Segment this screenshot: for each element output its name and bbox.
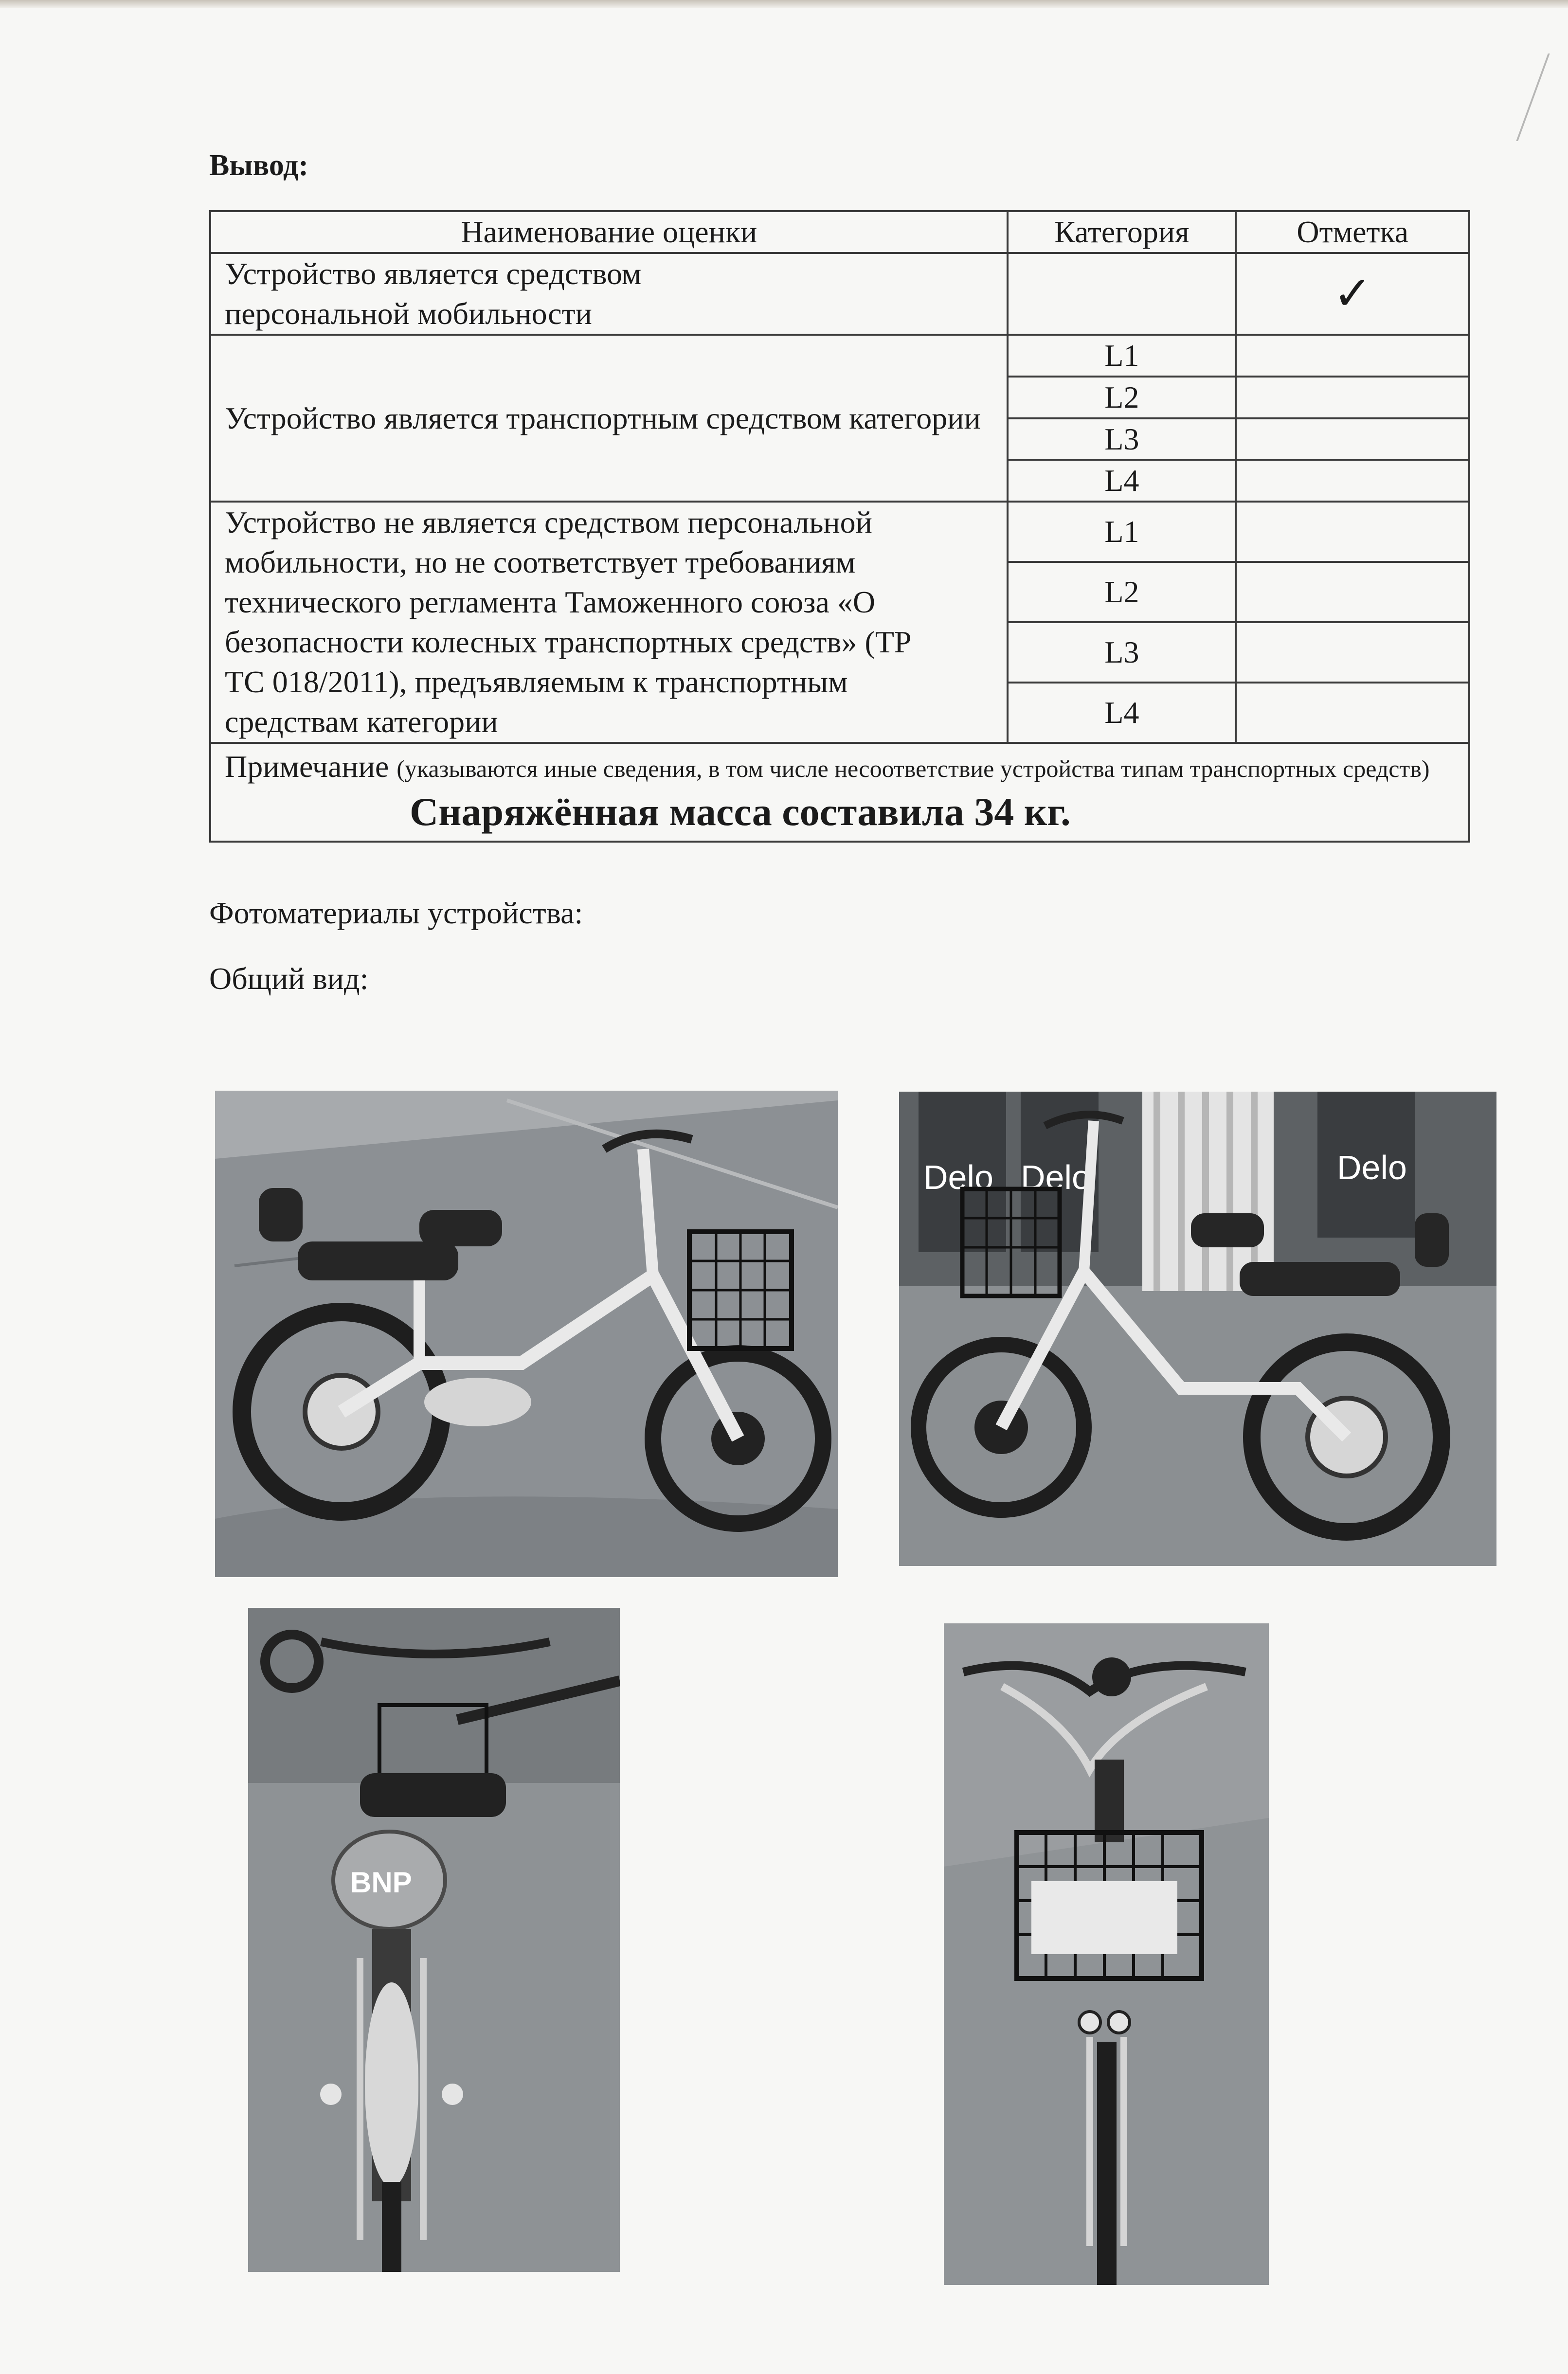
corner-mark [1516,54,1568,141]
row-vehicle-cat-l4: L4 [1008,460,1236,502]
row-vehicle-name: Устройство является транспортным средством категории [210,335,1008,502]
bike-photo-front [944,1623,1269,2285]
row-noncompliant-mark-l1 [1236,502,1469,562]
photos-title: Фотоматериалы устройства: [209,896,583,930]
bike-photo-rear [248,1608,620,2272]
row-noncompliant-cat-l3: L3 [1008,622,1236,683]
note-mass-line [225,787,1455,838]
table-row-note [210,743,1469,842]
header-mark: Отметка [1236,211,1469,253]
check-mark-icon: ✓ [1236,253,1469,335]
note-hint: (указываются иные сведения, в том числе несоответствие устройства типам транспортных средств) [397,755,1430,782]
barrel-label-1: Delo [923,1158,993,1196]
barrel-label-3: Delo [1337,1149,1407,1187]
header-category: Категория [1008,211,1236,253]
row-noncompliant-mark-l3 [1236,622,1469,683]
row-vehicle-cat-l1: L1 [1008,335,1236,377]
note-line [225,747,1455,787]
table-row-pmv [210,253,1469,335]
overview-label: Общий вид: [209,961,369,996]
row-noncompliant-cat-l1: L1 [1008,502,1236,562]
table-row-noncompliant [210,502,1469,562]
row-noncompliant-mark-l2 [1236,562,1469,622]
row-vehicle-mark-l2 [1236,377,1469,418]
row-pmv-name: Устройство является средством персональной мобильности [210,253,1008,335]
table-row-vehicle [210,335,1469,377]
note-cell [210,743,1469,842]
seat-logo: BNP [350,1866,412,1899]
note-mass-value: Снаряжённая масса составила 34 кг. [410,789,1071,834]
barrel-label-2: Delo [1021,1158,1091,1196]
row-noncompliant-cat-l2: L2 [1008,562,1236,622]
paper-edge [0,0,1568,8]
note-label: Примечание [225,749,389,784]
bike-photo-side-right [215,1091,838,1577]
bike-photo-side-left [899,1092,1496,1566]
table-header-row [210,211,1469,253]
row-noncompliant-mark-l4 [1236,683,1469,743]
row-vehicle-cat-l3: L3 [1008,418,1236,460]
row-noncompliant-name: Устройство не является средством персональной мобильности, но не соответствует требованиям технического регламента Таможенного союза «О безопасности колесных транспортных средств» (ТР ТС 018/2011), предъявляемым к транспортным средствам категории [210,502,1008,742]
row-vehicle-mark-l4 [1236,460,1469,502]
row-vehicle-mark-l1 [1236,335,1469,377]
conclusion-heading: Вывод: [209,149,309,182]
assessment-table [209,210,1470,843]
row-pmv-category [1008,253,1236,335]
header-name: Наименование оценки [210,211,1008,253]
row-noncompliant-cat-l4: L4 [1008,683,1236,743]
row-vehicle-mark-l3 [1236,418,1469,460]
row-vehicle-cat-l2: L2 [1008,377,1236,418]
